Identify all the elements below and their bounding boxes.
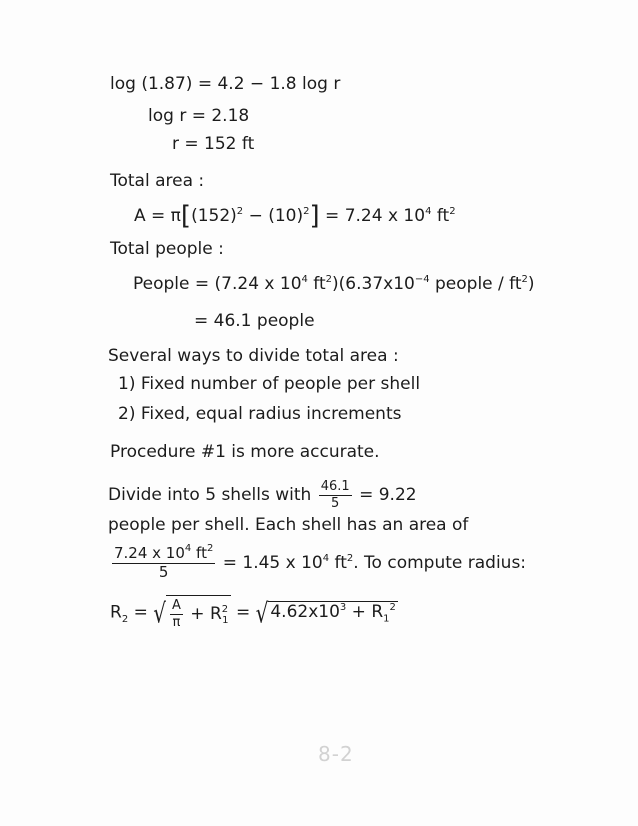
log-r-result: log r = 2.18 (148, 106, 250, 126)
people-per-shell-fraction: $\frac{46.1}{5}$ (320, 479, 350, 511)
ways-heading: Several ways to divide total area : (108, 346, 399, 366)
shell-area-line: people per shell. Each shell has an area of (108, 515, 469, 535)
people-result: = 46.1 people (194, 311, 315, 331)
page-number-mark: 8-2 (318, 742, 354, 766)
area-equation: $A = \pi[(152)^2 - (10)^2] = 7.24$ x $10^4$ $ft^2$ (134, 201, 456, 231)
procedure-note: Procedure #1 is more accurate. (110, 442, 380, 462)
total-people-heading: Total people : (110, 239, 224, 259)
way-2: 2) Fixed, equal radius increments (118, 404, 402, 424)
log-equation: log (1.87) = 4.2 − 1.8 log r (110, 74, 341, 94)
total-area-heading: Total area : (110, 171, 205, 191)
area-over-five-fraction: $\frac{7.24 x 10^4 ft^2}{5}$ (114, 543, 214, 581)
people-equation: People = (7.24 x $10^4$ $ft^2)(6.37x10^{-4}$ people / $ft^2$) (133, 274, 535, 294)
a-over-pi-fraction: $\frac{A}{\pi}$ (172, 598, 181, 630)
way-1: 1) Fixed number of people per shell (118, 374, 421, 394)
radical-one: √ $\frac{A}{\pi}$ + $R^2_1$ (153, 596, 229, 630)
radical-two: √ $4.62x10^3 + R_1^2$ (255, 596, 396, 629)
radius-equation: $R_2$ = √ $\frac{A}{\pi}$ + $R^2_1$ = √ $4.62x10^3 + R_1^2$ (110, 596, 396, 630)
shell-area-equation: $\frac{7.24 x 10^4 ft^2}{5}$ = 1.45 x $10^4$ $ft^2$. To compute radius: (114, 543, 527, 581)
divide-shells-line: Divide into 5 shells with $\frac{46.1}{5}$ = 9.22 (108, 479, 417, 511)
radius-result: r = 152 ft (172, 134, 255, 154)
